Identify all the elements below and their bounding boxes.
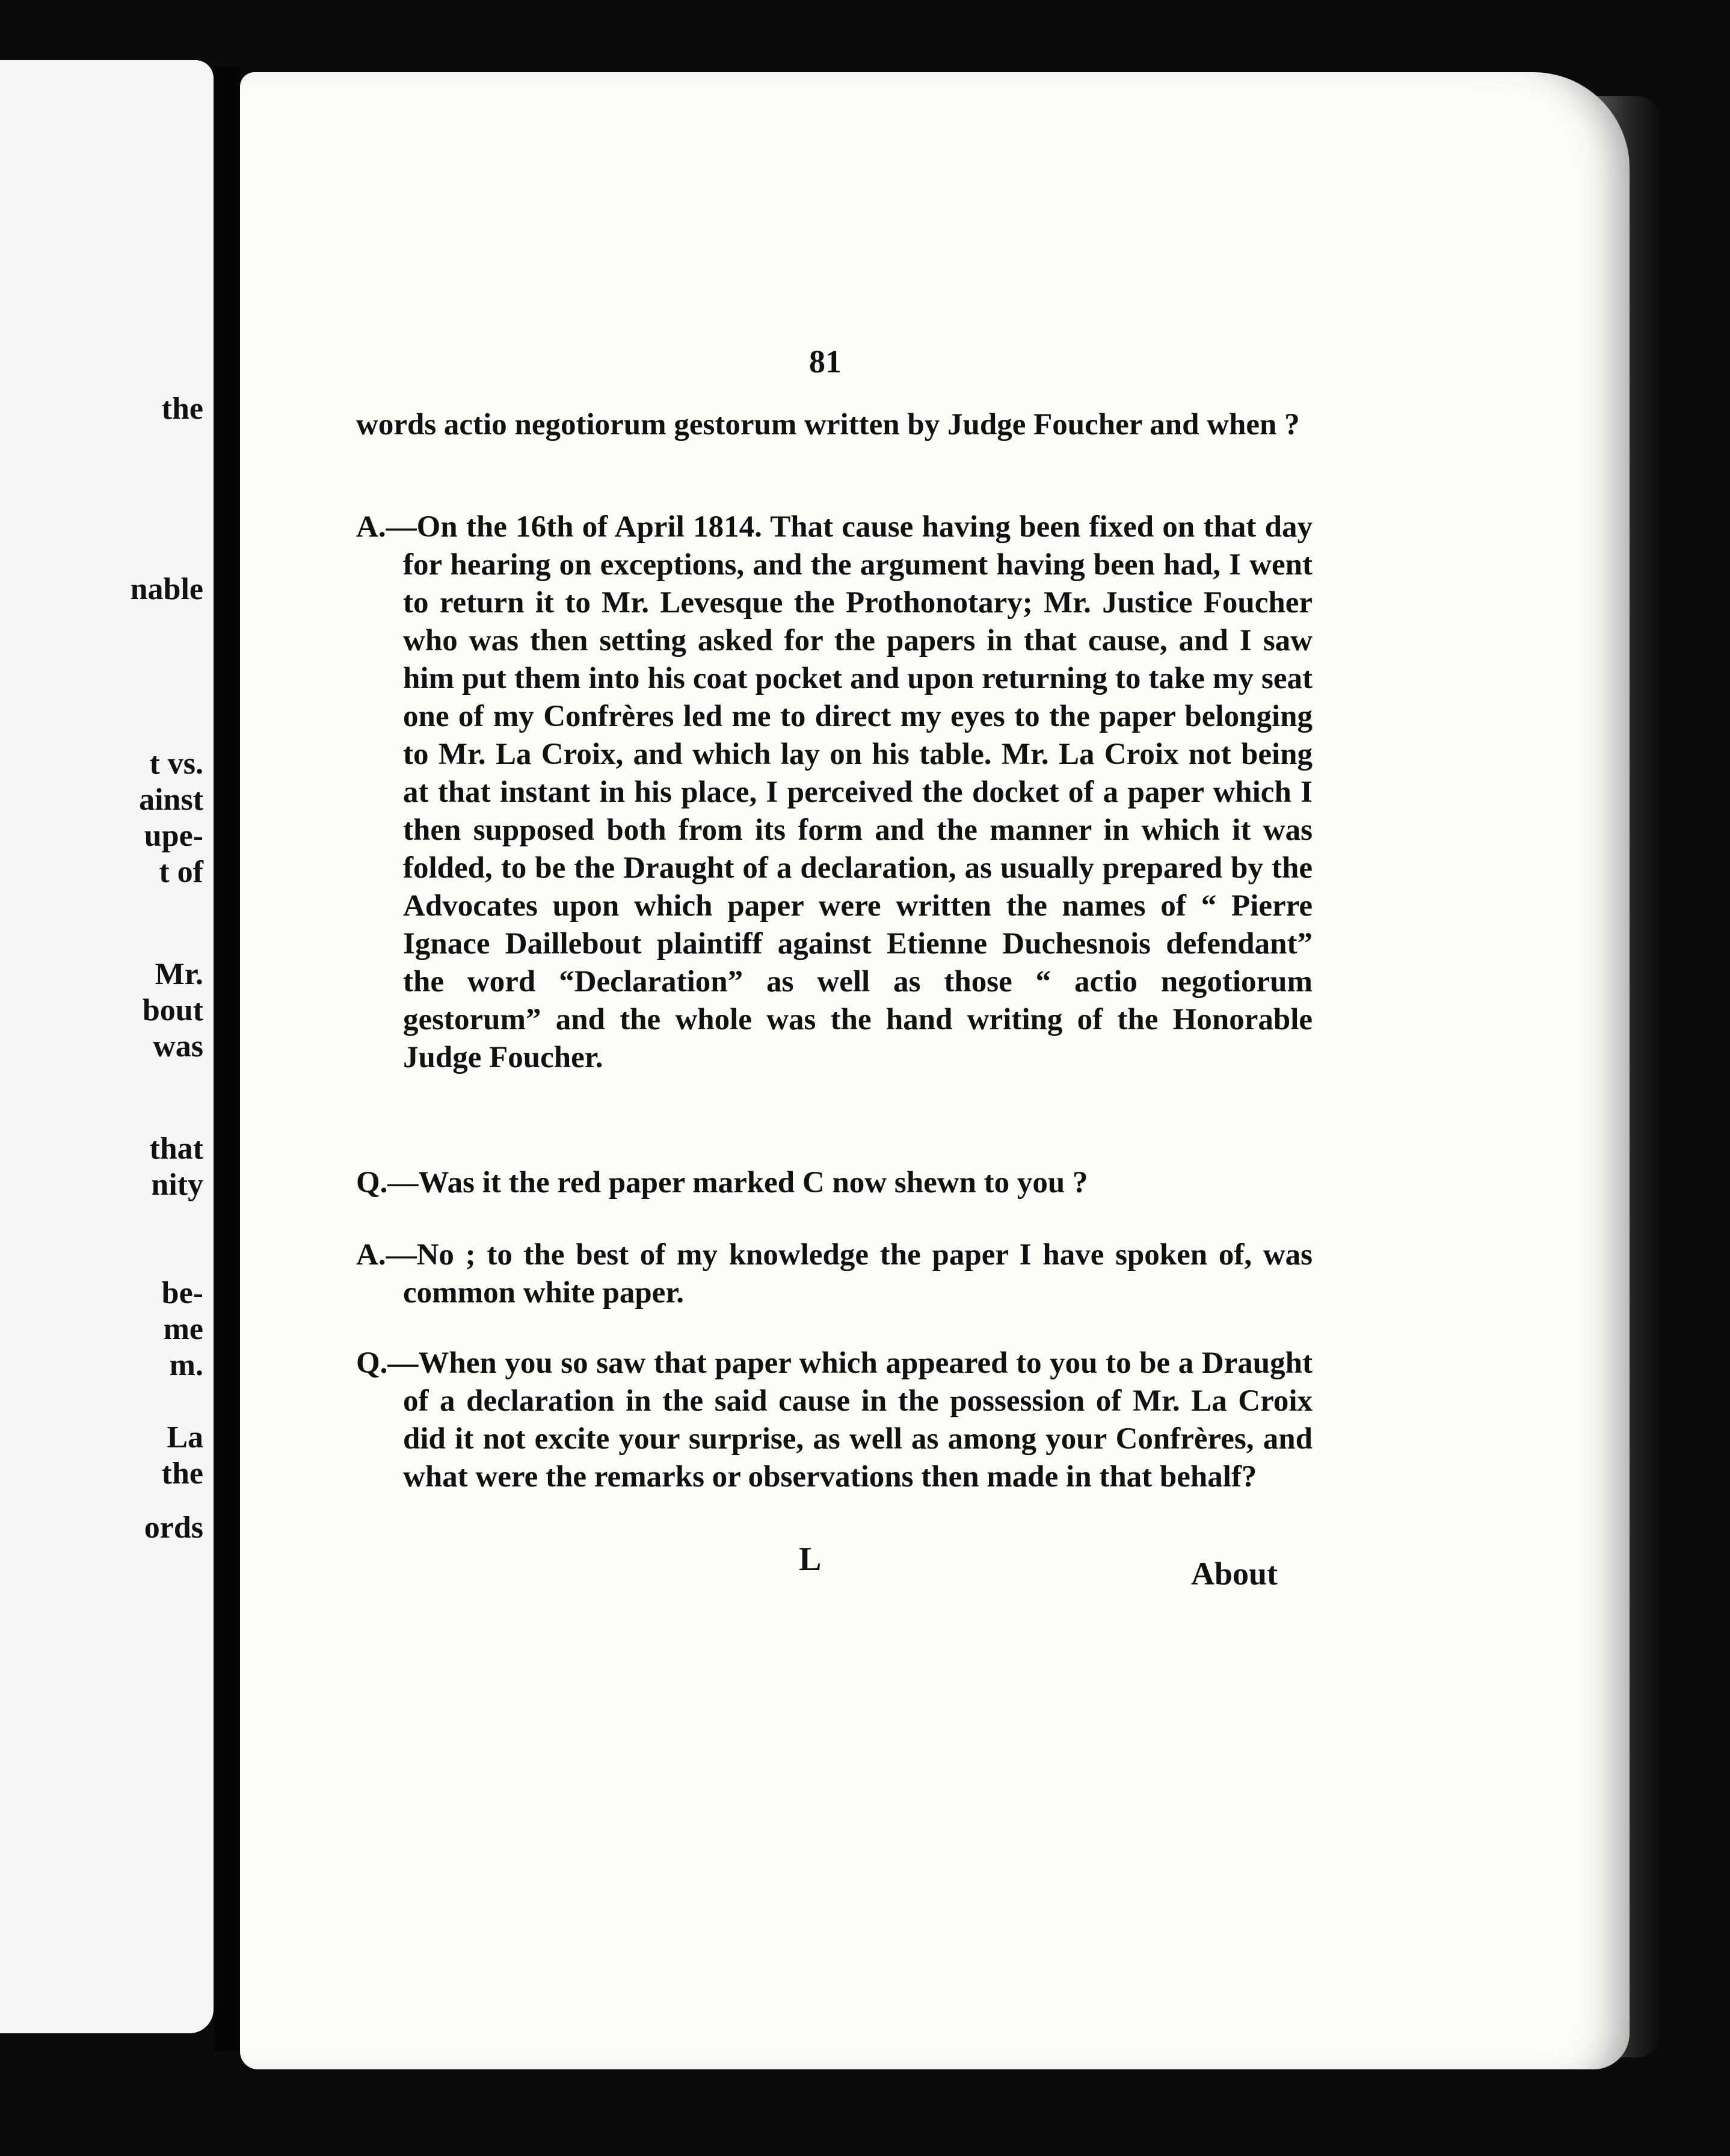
intro-paragraph: words actio negotiorum gestorum written by Judge Foucher and when ?	[356, 408, 1300, 442]
left-page-fragment: bout	[142, 993, 203, 1027]
left-page-fragment: ainst	[139, 783, 203, 817]
left-page-fragment: Mr.	[155, 957, 203, 991]
question-3	[356, 1344, 1313, 1496]
book-spine	[214, 66, 240, 2051]
answer-2-paragraph: A.—No ; to the best of my knowledge the paper I have spoken of, was common white paper.	[356, 1238, 1313, 1310]
page-number: 81	[809, 343, 842, 380]
answer-1-paragraph: A.—On the 16th of April 1814. That cause having been fixed on that day for hearing on exceptions, and the argument having been had, I went to return it to Mr. Levesque the Prothonotary; Mr. Justice Foucher who was then setting asked for the papers in that cause, and I saw him put them into his coat pocket and upon returning to take my seat one of my Confrères led me to direct my eyes to the paper belonging to Mr. La Croix, and which lay on his table. Mr. La Croix not being at that instant in his place, I perceived the docket of a paper which I then supposed both from its form and the manner in which it was folded, to be the Draught of a declaration, as usually prepared by the Advocates upon which paper were written the names of “ Pierre Ignace Daillebout plaintiff against Etienne Duchesnois defendant” the word “Declaration” as well as those “ actio negotiorum gestorum” and the whole was the hand writing of the Honorable Judge Foucher.	[356, 510, 1313, 1074]
left-page-text-fragments	[0, 60, 203, 2033]
left-page-fragment: t vs.	[149, 747, 203, 781]
left-page-fragment: nable	[130, 572, 203, 606]
answer-1	[356, 508, 1313, 1077]
catchword: About	[1191, 1556, 1278, 1592]
intro-text	[356, 406, 1313, 444]
answer-2	[356, 1236, 1313, 1312]
left-page	[0, 60, 214, 2033]
left-page-fragment: nity	[151, 1168, 203, 1202]
question-2-paragraph: Q.—Was it the red paper marked C now shewn to you ?	[356, 1166, 1088, 1200]
left-page-fragment: me	[163, 1312, 203, 1346]
question-2	[356, 1164, 1313, 1202]
left-page-fragment: m.	[169, 1348, 203, 1382]
question-3-paragraph: Q.—When you so saw that paper which appeared to you to be a Draught of a declaration in the said cause in the possession of Mr. La Croix did it not excite your surprise, as well as among your Confrères, and what were the remarks or observations then made in that behalf?	[356, 1346, 1313, 1494]
left-page-fragment: La	[167, 1420, 203, 1455]
left-page-fragment: was	[153, 1029, 203, 1064]
left-page-fragment: the	[161, 392, 203, 426]
left-page-fragment: be-	[161, 1276, 203, 1310]
left-page-fragment: t of	[159, 855, 203, 889]
signature-mark: L	[799, 1541, 822, 1578]
left-page-fragment: upe-	[144, 819, 203, 853]
left-page-fragment: the	[161, 1456, 203, 1491]
left-page-fragment: that	[149, 1132, 203, 1166]
left-page-fragment: ords	[144, 1511, 203, 1545]
